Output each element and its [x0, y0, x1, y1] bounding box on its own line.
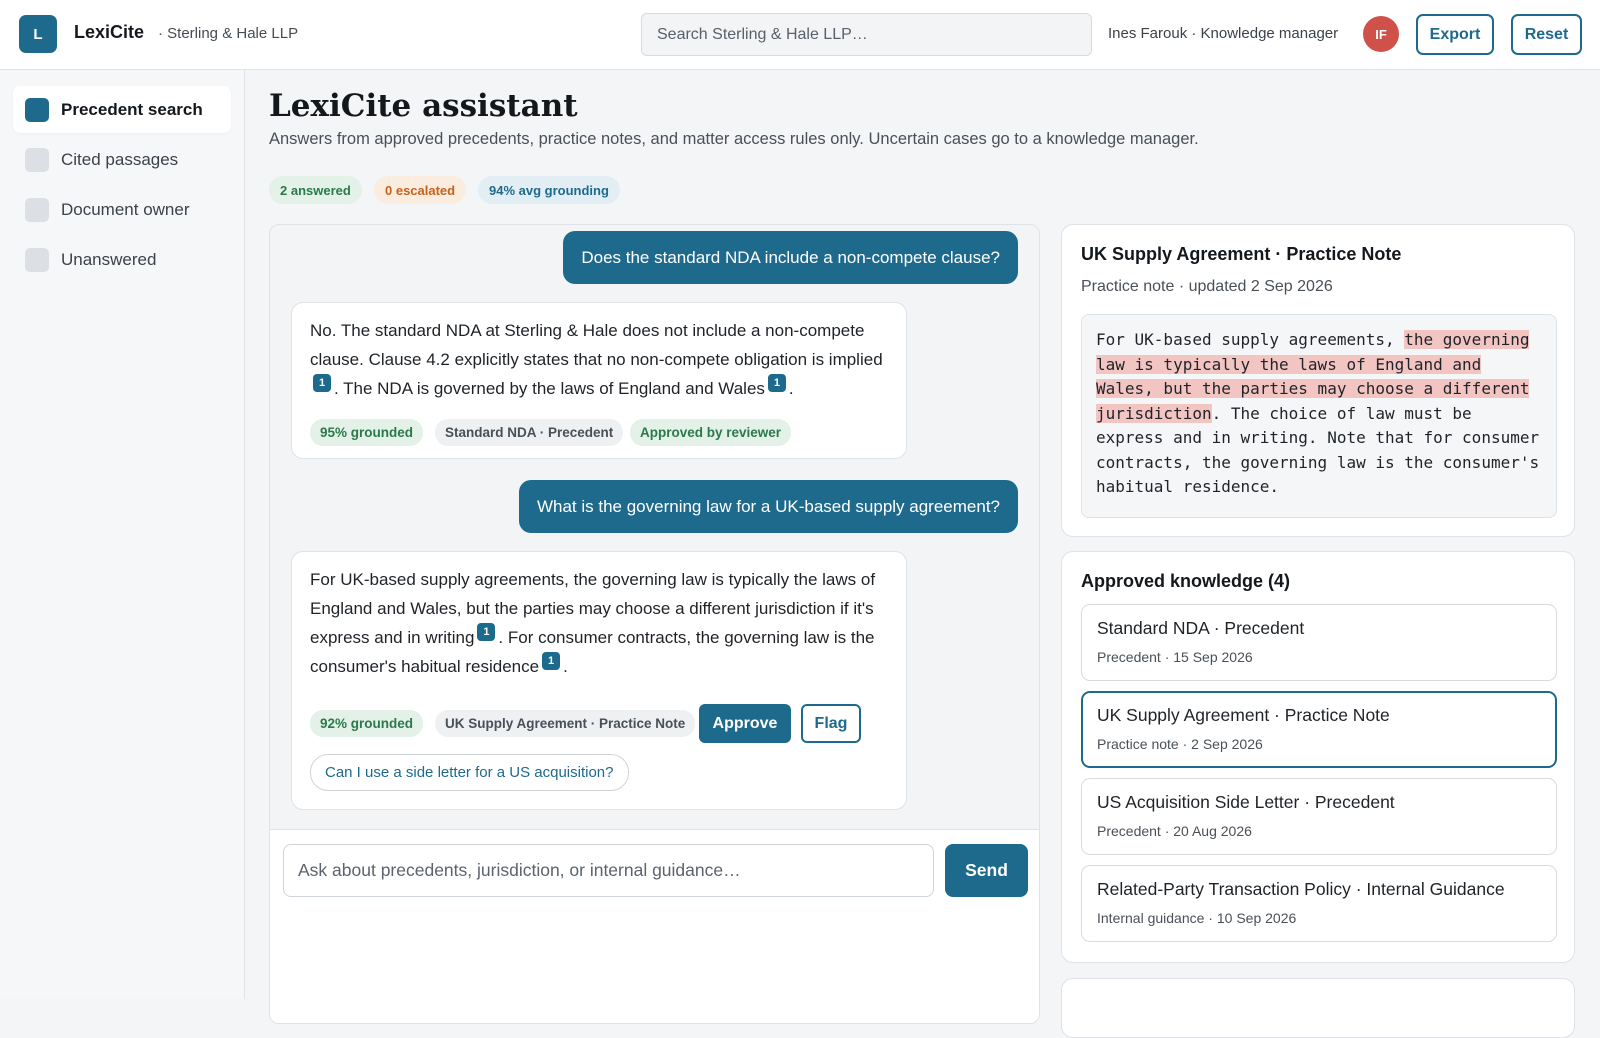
approved-status-badge: Approved by reviewer — [630, 419, 791, 446]
user-name: Ines Farouk · Knowledge manager — [1108, 25, 1339, 42]
document-title: UK Supply Agreement · Practice Note — [1081, 244, 1402, 264]
sidebar — [0, 70, 245, 999]
square-icon — [25, 98, 49, 122]
next-panel — [1061, 978, 1575, 1038]
chat-input[interactable] — [283, 844, 934, 897]
global-search-input[interactable] — [641, 13, 1092, 56]
source-document-panel — [1061, 224, 1575, 537]
knowledge-item-selected[interactable] — [1081, 691, 1557, 768]
user-message: Does the standard NDA include a non-compete clause? — [563, 231, 1018, 284]
send-button[interactable]: Send — [945, 844, 1028, 897]
assistant-message — [291, 302, 907, 459]
grounded-badge: 95% grounded — [310, 419, 423, 446]
citation-marker[interactable]: 1 — [313, 374, 331, 392]
sidebar-item-cited-passages[interactable] — [13, 136, 231, 183]
source-tag[interactable]: UK Supply Agreement · Practice Note — [435, 710, 695, 737]
answered-count-badge: 2 answered — [269, 176, 362, 204]
knowledge-item-name: US Acquisition Side Letter · Precedent — [1097, 792, 1395, 812]
grounding-badge: 94% avg grounding — [478, 176, 620, 204]
flag-button[interactable]: Flag — [801, 704, 861, 743]
knowledge-item-meta: Internal guidance · 10 Sep 2026 — [1097, 910, 1297, 926]
knowledge-item-meta: Precedent · 15 Sep 2026 — [1097, 649, 1253, 665]
sidebar-item-label: Cited passages — [61, 149, 179, 169]
square-icon — [25, 198, 49, 222]
firm-name: · Sterling & Hale LLP — [158, 25, 299, 42]
document-meta: Practice note · updated 2 Sep 2026 — [1081, 278, 1333, 295]
suggested-question-chip[interactable]: Can I use a side letter for a US acquisition? — [310, 754, 629, 791]
escalated-count-badge: 0 escalated — [374, 176, 466, 204]
knowledge-item-meta: Precedent · 20 Aug 2026 — [1097, 823, 1252, 839]
export-button[interactable]: Export — [1416, 14, 1494, 55]
knowledge-item-name: UK Supply Agreement · Practice Note — [1097, 705, 1390, 725]
brand-name: LexiCite — [74, 22, 145, 42]
knowledge-item-meta: Practice note · 2 Sep 2026 — [1097, 736, 1263, 752]
chat-composer — [270, 829, 1040, 1024]
knowledge-item-name: Standard NDA · Precedent — [1097, 618, 1305, 638]
knowledge-item-name: Related-Party Transaction Policy · Internal Guidance — [1097, 879, 1505, 899]
reset-button[interactable]: Reset — [1511, 14, 1582, 55]
top-bar — [0, 0, 1600, 70]
knowledge-item[interactable] — [1081, 778, 1557, 855]
assistant-message — [291, 551, 907, 810]
assistant-answer: For UK-based supply agreements, the governing law is typically the laws of England and Wales, but the parties may choose a different jurisdiction if it's express and in writing 1 . For consumer contracts, the governing law is the consumer's habitual residence 1 . — [310, 570, 876, 676]
app-logo: L — [19, 15, 57, 53]
citation-marker[interactable]: 1 — [542, 652, 560, 670]
citation-marker[interactable]: 1 — [768, 374, 786, 392]
knowledge-item[interactable] — [1081, 604, 1557, 681]
sidebar-item-document-owner[interactable] — [13, 186, 231, 233]
sidebar-item-precedent-search[interactable] — [13, 86, 231, 133]
user-message: What is the governing law for a UK-based supply agreement? — [519, 480, 1018, 533]
approve-button[interactable]: Approve — [699, 704, 791, 743]
cited-passage-highlight: the governing law is typically the laws of England and Wales, but the parties may choose a different jurisdiction — [1096, 330, 1530, 423]
assistant-answer: No. The standard NDA at Sterling & Hale does not include a non-compete clause. Clause 4.2 explicitly states that no non-compete obligation is implied1 . The NDA is governed by the laws of England and Wales 1 . — [310, 321, 883, 398]
page-title: LexiCite assistant — [269, 88, 578, 124]
avatar[interactable]: IF — [1363, 16, 1399, 52]
knowledge-title: Approved knowledge (4) — [1081, 571, 1291, 591]
sidebar-item-label: Precedent search — [61, 99, 203, 119]
source-tag[interactable]: Standard NDA · Precedent — [435, 419, 623, 446]
approved-knowledge-panel — [1061, 551, 1575, 963]
document-excerpt: For UK-based supply agreements, the governing law is typically the laws of England and Wales, but the parties may choose a different jurisdiction. The choice of law must be express and in writing. Note that for consumer contracts, the governing law is the consumer's habitual residence. — [1081, 314, 1557, 518]
grounded-badge: 92% grounded — [310, 710, 423, 737]
square-icon — [25, 248, 49, 272]
knowledge-item[interactable] — [1081, 865, 1557, 942]
sidebar-item-unanswered[interactable] — [13, 236, 231, 283]
sidebar-item-label: Unanswered — [61, 249, 157, 269]
square-icon — [25, 148, 49, 172]
chat-panel — [269, 224, 1040, 1024]
sidebar-item-label: Document owner — [61, 199, 190, 219]
citation-marker[interactable]: 1 — [477, 623, 495, 641]
page-subtitle: Answers from approved precedents, practice notes, and matter access rules only. Uncertain cases go to a knowledge manager. — [269, 130, 1199, 148]
